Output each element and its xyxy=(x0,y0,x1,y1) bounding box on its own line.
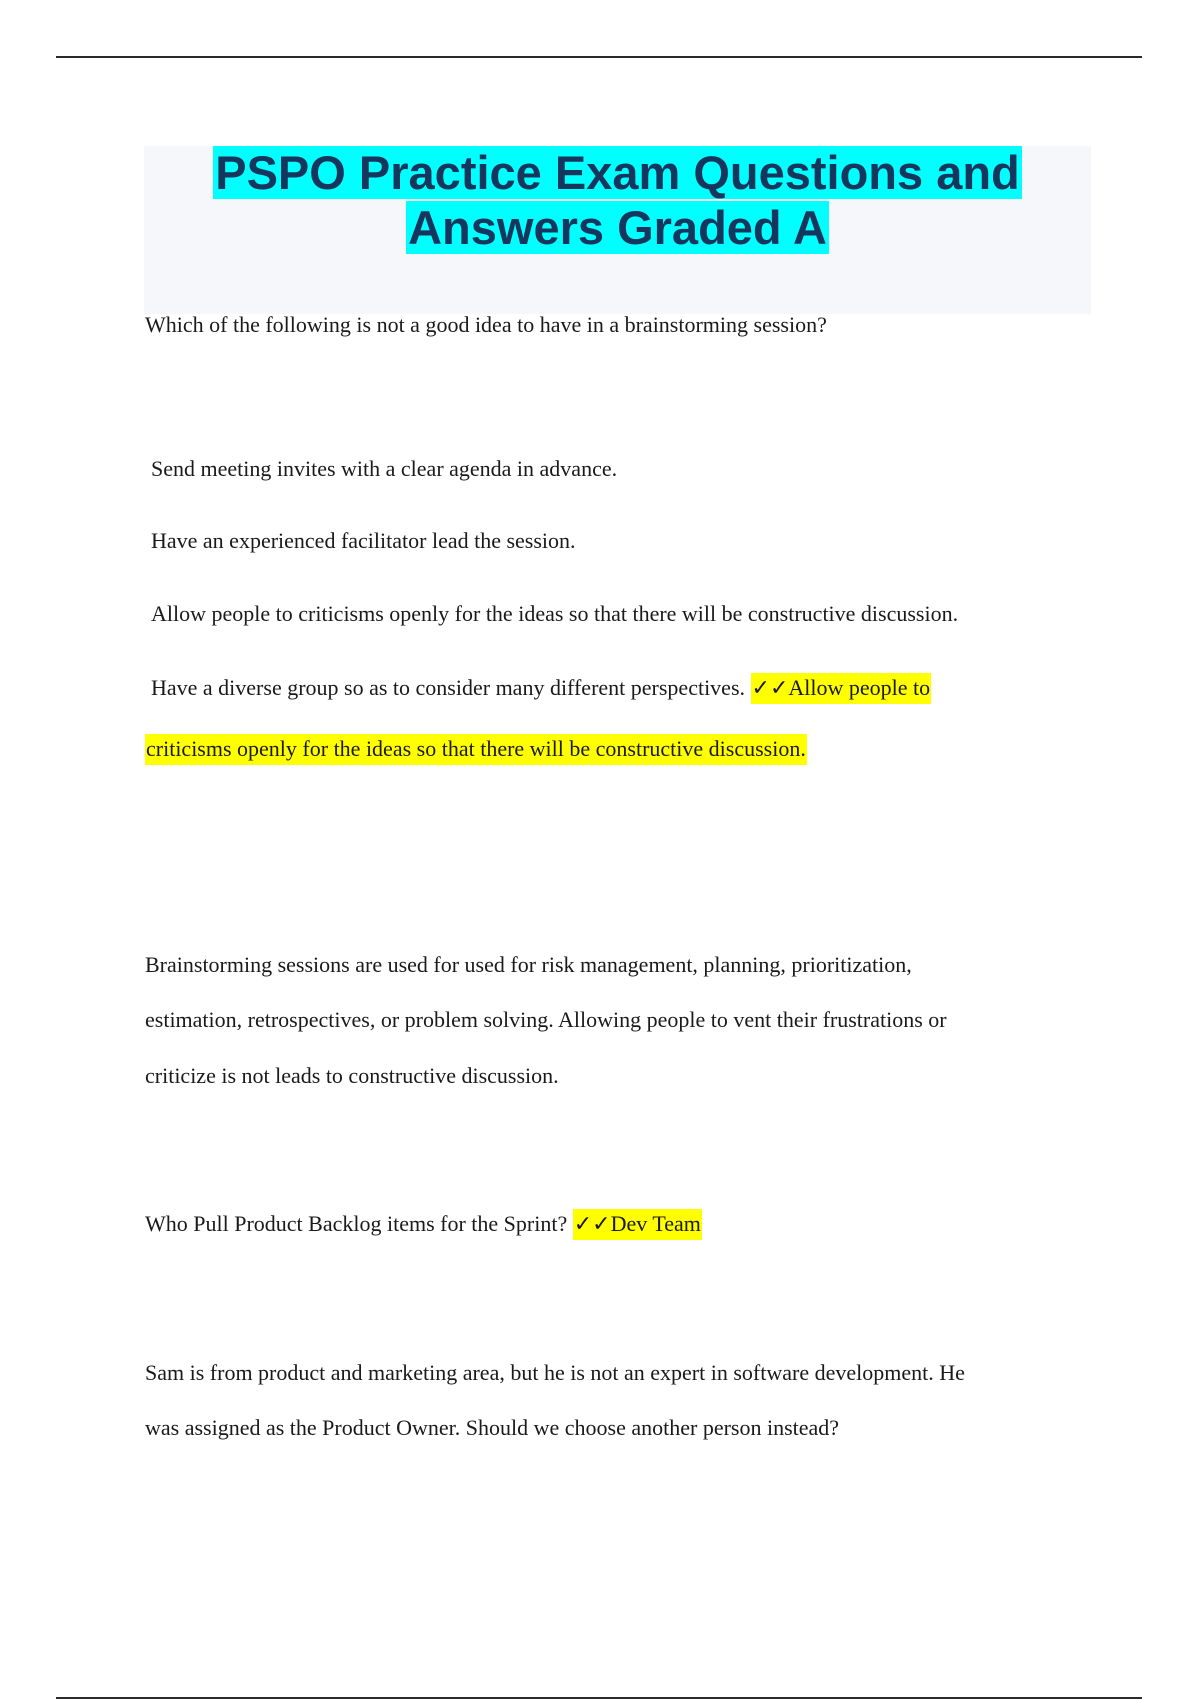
top-divider xyxy=(56,56,1142,58)
q1-option-3: Allow people to criticisms openly for the ideas so that there will be constructive discussion. xyxy=(151,601,959,626)
bottom-divider xyxy=(56,1697,1142,1699)
question-2: Who Pull Product Backlog items for the Sprint? xyxy=(145,1211,568,1236)
title-line-1: PSPO Practice Exam Questions and xyxy=(215,146,1020,199)
question-2-line xyxy=(145,1210,702,1238)
q1-answer-highlight-1: ✓✓Allow people to xyxy=(751,673,932,704)
q1-answer-line-2 xyxy=(145,735,807,763)
question-3-line-2: was assigned as the Product Owner. Should we choose another person instead? xyxy=(145,1415,840,1440)
q1-answer-highlight-2: criticisms openly for the ideas so that there will be constructive discussion. xyxy=(145,734,807,765)
q2-answer-highlight: ✓✓Dev Team xyxy=(573,1209,702,1240)
q1-option-4: Have a diverse group so as to consider many different perspectives. xyxy=(151,675,746,700)
question-3-line-1: Sam is from product and marketing area, but he is not an expert in software development. He xyxy=(145,1360,965,1385)
q1-explanation-line-1: Brainstorming sessions are used for used for risk management, planning, prioritization, xyxy=(145,952,912,977)
q1-option-4-line xyxy=(151,674,931,702)
q1-option-2: Have an experienced facilitator lead the session. xyxy=(151,528,576,553)
title-banner xyxy=(144,146,1091,314)
q1-explanation-line-3: criticize is not leads to constructive discussion. xyxy=(145,1063,559,1088)
q1-explanation-line-2: estimation, retrospectives, or problem solving. Allowing people to vent their frustrations or xyxy=(145,1007,947,1032)
q1-option-1: Send meeting invites with a clear agenda in advance. xyxy=(151,456,618,481)
question-1: Which of the following is not a good idea to have in a brainstorming session? xyxy=(145,312,827,337)
document-title xyxy=(144,145,1091,255)
title-line-2: Answers Graded A xyxy=(408,201,827,254)
